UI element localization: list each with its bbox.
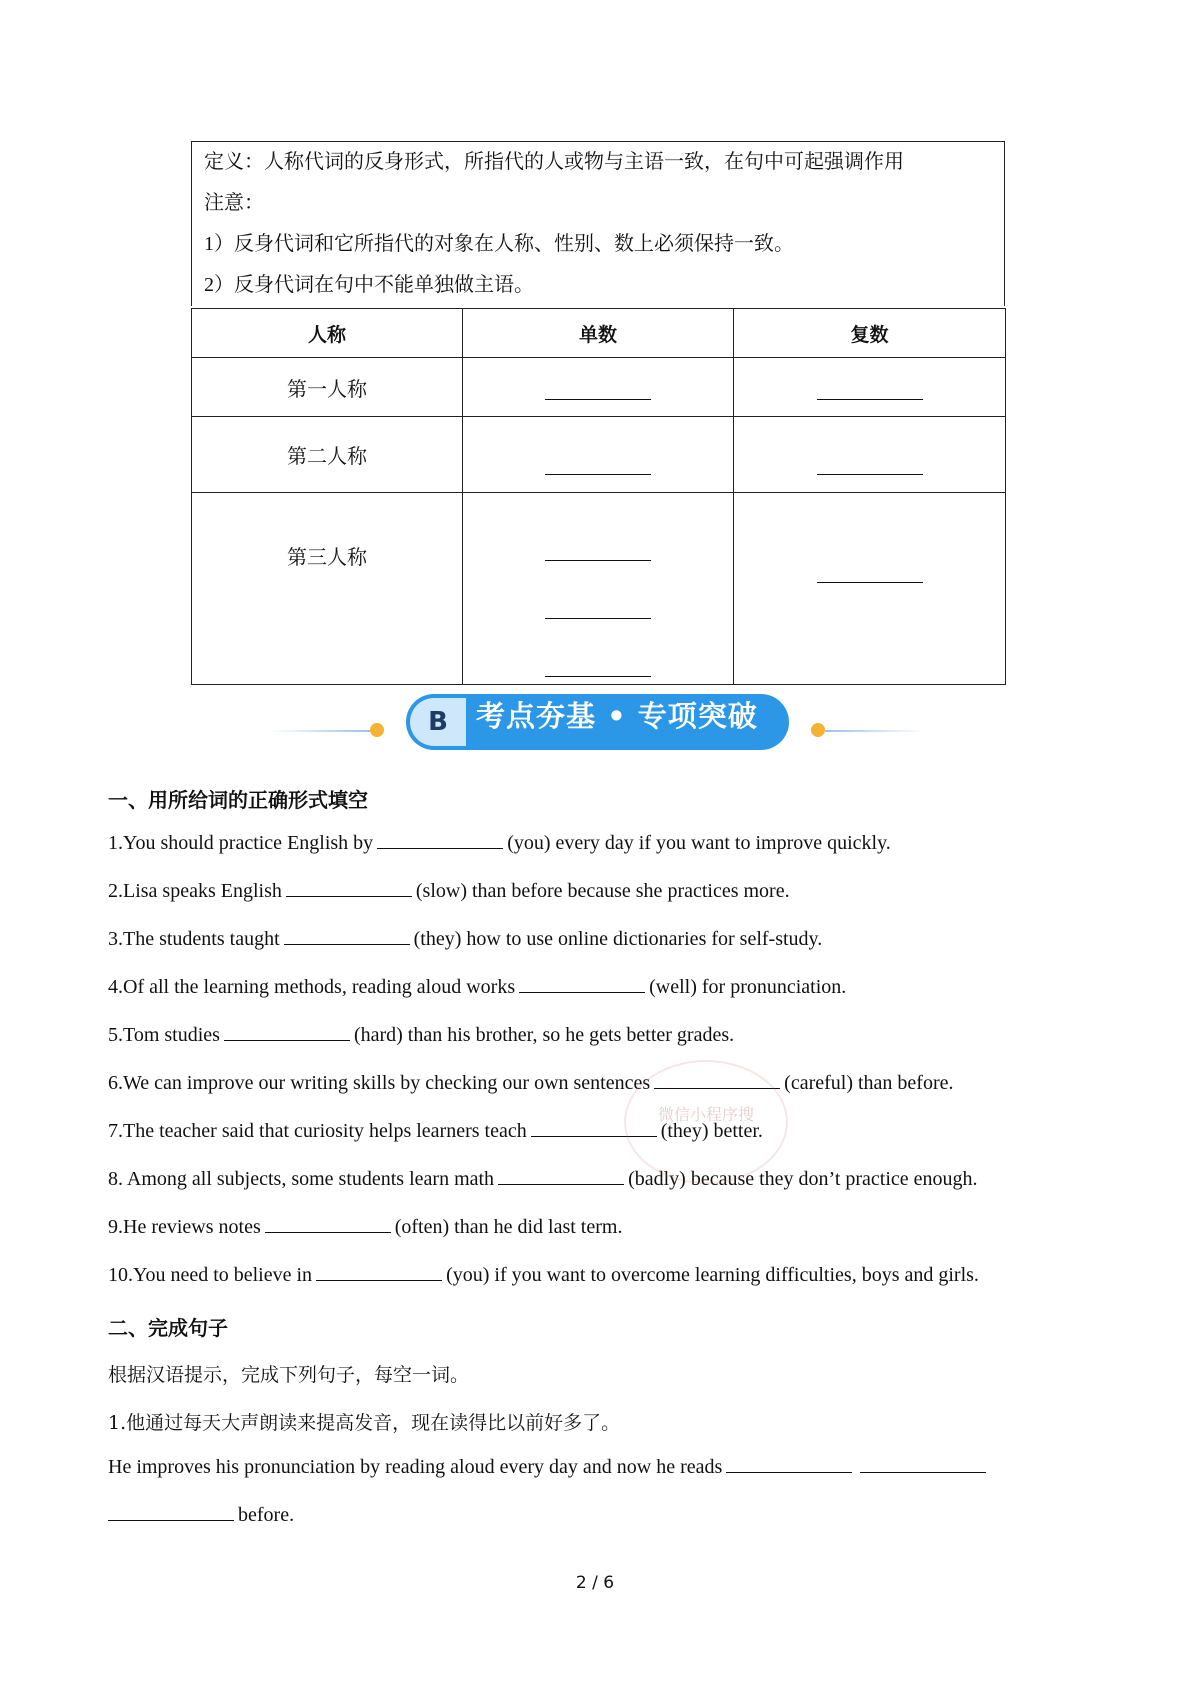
banner-line-left [270, 730, 370, 732]
pronoun-table [191, 308, 1006, 685]
question-7: 7.The teacher said that curiosity helps learners teach (they) better. [108, 1120, 763, 1142]
question-3: 3.The students taught (they) how to use online dictionaries for self-study. [108, 928, 823, 950]
question-9: 9.He reviews notes (often) than he did last term. [108, 1216, 623, 1238]
question-10: 10.You need to believe in (you) if you want to overcome learning difficulties, boys and girls. [108, 1264, 979, 1286]
row-person: 第二人称 [192, 417, 463, 493]
section-banner [270, 694, 925, 750]
note-line-2: 2）反身代词在句中不能单独做主语。 [204, 274, 534, 296]
note-label: 注意： [204, 192, 264, 214]
question-4: 4.Of all the learning methods, reading aloud works (well) for pronunciation. [108, 976, 847, 998]
watermark-seal [624, 1060, 788, 1184]
answer-blank[interactable] [519, 992, 645, 993]
section-1-title: 一、用所给词的正确形式填空 [108, 788, 368, 812]
answer-blank[interactable] [286, 896, 412, 897]
row-person: 第一人称 [192, 358, 463, 417]
banner-pill [406, 694, 789, 750]
banner-line-right [825, 730, 925, 732]
answer-blank[interactable] [265, 1232, 391, 1233]
answer-blank[interactable] [284, 944, 410, 945]
header-person: 人称 [192, 309, 463, 358]
singular-blanks[interactable] [463, 493, 734, 685]
answer-blank[interactable] [860, 1472, 986, 1473]
question-6: 6.We can improve our writing skills by checking our own sentences (careful) than before. [108, 1072, 954, 1094]
answer-blank[interactable] [108, 1520, 234, 1521]
singular-blank[interactable] [463, 417, 734, 493]
note-line-1: 1）反身代词和它所指代的对象在人称、性别、数上必须保持一致。 [204, 233, 794, 255]
plural-blank[interactable] [734, 493, 1006, 685]
plural-blank[interactable] [734, 417, 1006, 493]
banner-letter: B [410, 698, 466, 746]
row-person: 第三人称 [192, 493, 463, 685]
banner-dot-left [370, 723, 384, 737]
answer-blank[interactable] [316, 1280, 442, 1281]
header-plural: 复数 [734, 309, 1006, 358]
question-2-1-chinese: 1.他通过每天大声朗读来提高发音，现在读得比以前好多了。 [108, 1412, 621, 1434]
singular-blank[interactable] [463, 358, 734, 417]
banner-title: 考点夯基 • 专项突破 [476, 699, 758, 733]
banner-dot-right [811, 723, 825, 737]
question-2: 2.Lisa speaks English (slow) than before because she practices more. [108, 880, 790, 902]
section-2-instruction: 根据汉语提示，完成下列句子，每空一词。 [108, 1364, 470, 1386]
answer-blank[interactable] [377, 848, 503, 849]
question-1: 1.You should practice English by (you) every day if you want to improve quickly. [108, 832, 891, 854]
definition-box [191, 141, 1005, 306]
plural-blank[interactable] [734, 358, 1006, 417]
question-5: 5.Tom studies (hard) than his brother, so he gets better grades. [108, 1024, 735, 1046]
answer-blank[interactable] [224, 1040, 350, 1041]
answer-blank[interactable] [726, 1472, 852, 1473]
header-singular: 单数 [463, 309, 734, 358]
definition-line: 定义：人称代词的反身形式，所指代的人或物与主语一致，在句中可起强调作用 [204, 151, 904, 173]
watermark-text: 微信小程序搜 [657, 1105, 754, 1124]
answer-blank[interactable] [498, 1184, 624, 1185]
question-2-1-english: He improves his pronunciation by reading aloud every day and now he reads [108, 1456, 990, 1479]
page-number: 2 / 6 [575, 1573, 615, 1593]
question-2-1-continued: before. [108, 1504, 294, 1527]
section-2-title: 二、完成句子 [108, 1316, 228, 1340]
question-8: 8. Among all subjects, some students learn math (badly) because they don’t practice enough. [108, 1168, 978, 1190]
